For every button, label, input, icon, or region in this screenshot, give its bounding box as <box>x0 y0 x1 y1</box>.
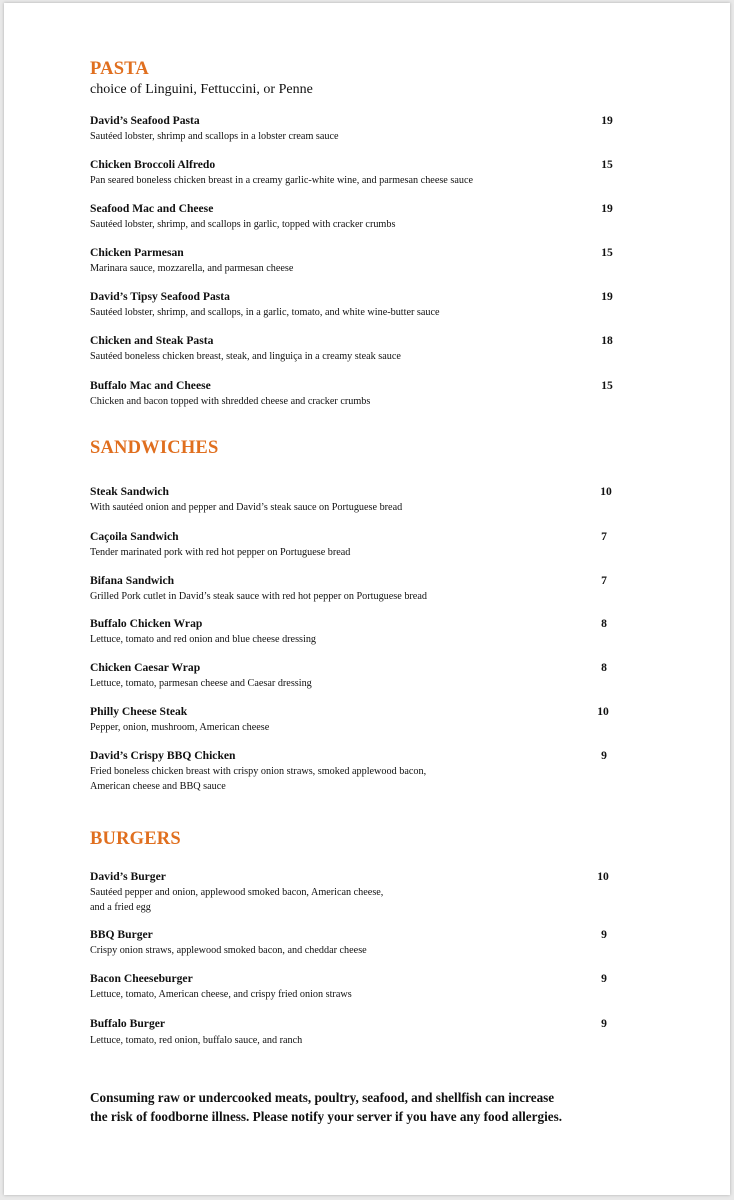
menu-item-price: 19 <box>601 290 613 303</box>
menu-item-name: Buffalo Chicken Wrap <box>90 617 203 630</box>
section-title-burgers: BURGERS <box>90 829 181 849</box>
menu-item-name: Buffalo Burger <box>90 1017 166 1030</box>
menu-page <box>4 3 730 1195</box>
menu-item-price: 10 <box>597 870 609 883</box>
food-safety-notice: Consuming raw or undercooked meats, poultry, seafood, and shellfish can increase the risk of foodborne illness. Please notify your server if you have any food allergies. <box>90 1090 563 1124</box>
menu-item-description: Lettuce, tomato, American cheese, and crispy fried onion straws <box>90 989 352 1000</box>
menu-item-name: Chicken Parmesan <box>90 246 184 259</box>
menu-item-price: 18 <box>601 334 613 347</box>
menu-item-description: Lettuce, tomato, parmesan cheese and Caesar dressing <box>90 678 312 689</box>
menu-item-description: Grilled Pork cutlet in David’s steak sauce with red hot pepper on Portuguese bread <box>90 591 427 602</box>
menu-item-price: 7 <box>601 530 607 543</box>
menu-item-name: David’s Crispy BBQ Chicken <box>90 749 236 762</box>
menu-item-description: Fried boneless chicken breast with crispy onion straws, smoked applewood bacon, American cheese and BBQ sauce <box>90 766 427 792</box>
menu-item-description: Sautéed lobster, shrimp, and scallops in garlic, topped with cracker crumbs <box>90 219 396 230</box>
menu-item-description: Sautéed lobster, shrimp, and scallops, in a garlic, tomato, and white wine-butter sauce <box>90 307 440 318</box>
menu-item-description: Pepper, onion, mushroom, American cheese <box>90 722 270 733</box>
menu-item-description: Chicken and bacon topped with shredded cheese and cracker crumbs <box>90 396 371 407</box>
menu-item-price: 19 <box>601 114 613 127</box>
menu-item-name: Steak Sandwich <box>90 485 169 498</box>
menu-item-name: David’s Burger <box>90 870 166 883</box>
menu-item-name: David’s Tipsy Seafood Pasta <box>90 290 230 303</box>
menu-item-description: Tender marinated pork with red hot pepper on Portuguese bread <box>90 547 351 558</box>
menu-item-name: BBQ Burger <box>90 928 153 941</box>
menu-item-name: Bifana Sandwich <box>90 574 175 587</box>
menu-item-price: 8 <box>601 661 607 674</box>
menu-item-price: 7 <box>601 574 607 587</box>
menu-item-name: Philly Cheese Steak <box>90 705 188 718</box>
menu-item-name: Chicken Broccoli Alfredo <box>90 158 216 171</box>
menu-item-name: Chicken Caesar Wrap <box>90 661 201 674</box>
menu-item-price: 9 <box>601 928 607 941</box>
menu-item-price: 15 <box>601 379 613 392</box>
menu-item-price: 10 <box>597 705 609 718</box>
section-subtitle-pasta: choice of Linguini, Fettuccini, or Penne <box>90 82 313 97</box>
menu-item-description: Sautéed boneless chicken breast, steak, and linguiça in a creamy steak sauce <box>90 351 401 362</box>
menu-item-price: 19 <box>601 202 613 215</box>
menu-item-description: Pan seared boneless chicken breast in a creamy garlic-white wine, and parmesan cheese sauce <box>90 175 473 186</box>
menu-item-name: Buffalo Mac and Cheese <box>90 379 211 392</box>
menu-item-price: 8 <box>601 617 607 630</box>
menu-item-price: 15 <box>601 158 613 171</box>
menu-item-description: Lettuce, tomato and red onion and blue cheese dressing <box>90 634 317 645</box>
menu-item-description: Marinara sauce, mozzarella, and parmesan cheese <box>90 263 294 274</box>
menu-item-name: Bacon Cheeseburger <box>90 972 193 985</box>
menu-item-price: 9 <box>601 972 607 985</box>
menu-item-description: With sautéed onion and pepper and David’s steak sauce on Portuguese bread <box>90 502 403 513</box>
menu-item-name: Seafood Mac and Cheese <box>90 202 214 215</box>
menu-item-price: 9 <box>601 749 607 762</box>
menu-item-description: Crispy onion straws, applewood smoked bacon, and cheddar cheese <box>90 945 367 956</box>
menu-item-name: David’s Seafood Pasta <box>90 114 200 127</box>
menu-item-description: Lettuce, tomato, red onion, buffalo sauce, and ranch <box>90 1035 303 1046</box>
section-title-pasta: PASTA <box>90 59 149 79</box>
menu-item-name: Caçoila Sandwich <box>90 530 179 543</box>
menu-item-name: Chicken and Steak Pasta <box>90 334 214 347</box>
menu-item-price: 10 <box>600 485 612 498</box>
menu-item-price: 9 <box>601 1017 607 1030</box>
menu-item-description: Sautéed pepper and onion, applewood smoked bacon, American cheese, and a fried egg <box>90 887 384 913</box>
menu-item-description: Sautéed lobster, shrimp and scallops in a lobster cream sauce <box>90 131 339 142</box>
menu-item-price: 15 <box>601 246 613 259</box>
section-title-sandwiches: SANDWICHES <box>90 438 219 458</box>
